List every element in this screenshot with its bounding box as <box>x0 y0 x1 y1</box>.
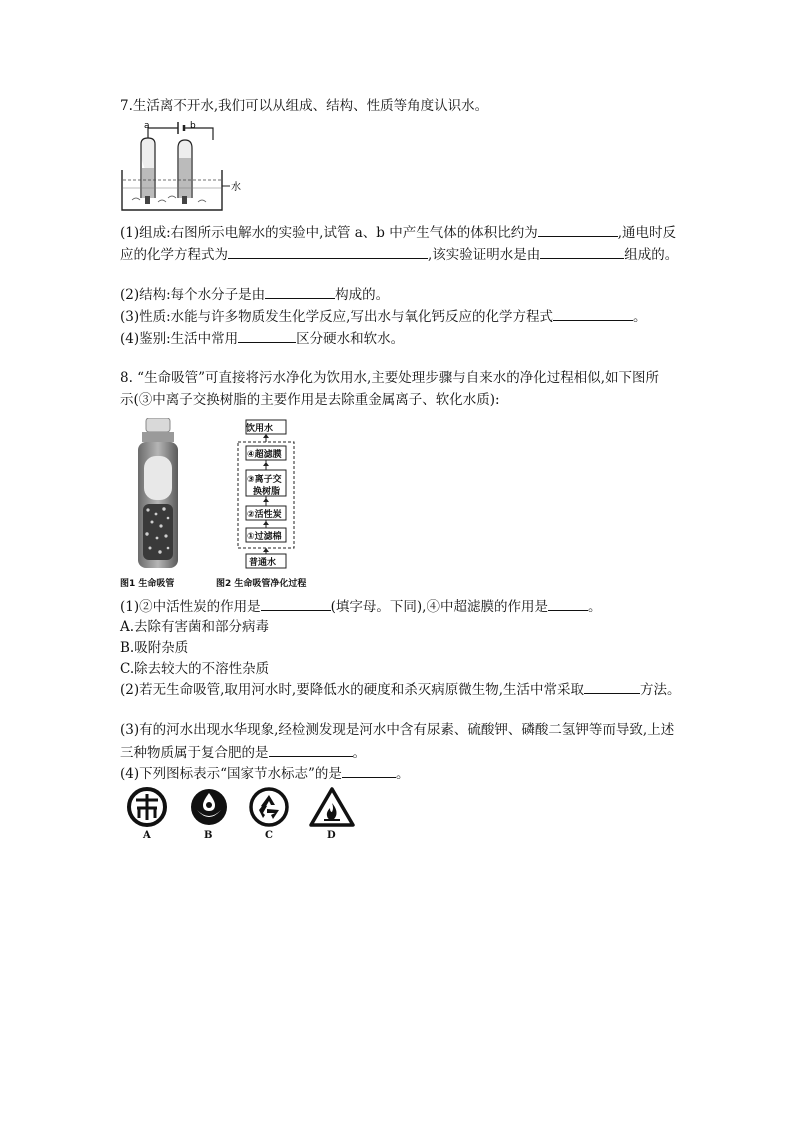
life-straw-photo <box>128 418 188 570</box>
flow-step3-line1: ③离子交 <box>247 475 282 485</box>
answer-blank[interactable] <box>265 284 335 299</box>
answer-blank[interactable] <box>553 306 633 321</box>
answer-blank[interactable] <box>238 328 296 343</box>
q7-p2-text-b: 构成的。 <box>335 287 390 303</box>
flow-ordinary-water: 普通水 <box>249 558 277 568</box>
icon-label-d: D <box>327 830 336 841</box>
q7-p4-text-b: 区分硬水和软水。 <box>296 331 405 347</box>
water-label: 水 <box>231 182 241 193</box>
icon-label-a: A <box>143 830 151 841</box>
icon-label-c: C <box>265 830 273 841</box>
q7-part1-line2 <box>120 244 678 265</box>
q8-part4 <box>120 763 409 784</box>
q8-option-b: B.吸附杂质 <box>120 640 189 656</box>
figure2-caption: 图2 生命吸管净化过程 <box>216 579 307 589</box>
q7-p3-text-a: (3)性质:水能与许多物质发生化学反应,写出水与氧化钙反应的化学方程式 <box>120 309 553 325</box>
answer-blank[interactable] <box>228 244 428 259</box>
flow-drinking-water: 饮用水 <box>246 424 274 434</box>
q7-part2 <box>120 284 389 305</box>
q7-p1-text-d: ,该实验证明水是由 <box>428 247 541 263</box>
icon-a-energy-saving-icon[interactable] <box>126 786 168 828</box>
q8-part2 <box>120 679 681 700</box>
q7-p1-text-e: 组成的。 <box>624 247 679 263</box>
electrolysis-apparatus-figure <box>118 118 248 216</box>
q8-p1-text-a: (1)②中活性炭的作用是 <box>120 599 261 615</box>
q7-p1-text-c: 应的化学方程式为 <box>120 247 228 263</box>
q7-p2-text-a: (2)结构:每个水分子是由 <box>120 287 266 303</box>
q8-stem-line1: 8. “生命吸管”可直接将污水净化为饮用水,主要处理步骤与自来水的净化过程相似,如下图所 <box>120 370 660 386</box>
q7-p1-text-b: ,通电时反 <box>617 225 677 241</box>
q8-p3-text-c: 。 <box>352 745 366 761</box>
answer-blank[interactable] <box>342 763 396 778</box>
q7-p4-text-a: (4)鉴别:生活中常用 <box>120 331 239 347</box>
q8-p1-text-c: 。 <box>587 599 602 615</box>
q8-p2-text-a: (2)若无生命吸管,取用河水时,要降低水的硬度和杀灭病原微生物,生活中常采取 <box>120 682 584 698</box>
answer-blank[interactable] <box>540 244 624 259</box>
answer-blank[interactable] <box>538 222 618 237</box>
q8-p2-text-b: 方法。 <box>640 682 681 698</box>
q8-p1-text-b: (填字母。下同),④中超滤膜的作用是 <box>330 599 548 615</box>
q8-p3-text-b: 三种物质属于复合肥的是 <box>120 745 269 761</box>
icon-c-recycling-icon[interactable] <box>248 786 290 828</box>
q8-part3-line2 <box>120 742 366 763</box>
q8-option-a: A.去除有害菌和部分病毒 <box>120 619 270 635</box>
q8-stem-line2: 示(③中离子交换树脂的主要作用是去除重金属离子、软化水质): <box>120 392 500 408</box>
q7-stem: 7.生活离不开水,我们可以从组成、结构、性质等角度认识水。 <box>120 98 489 114</box>
q8-part1 <box>120 596 601 617</box>
icon-label-b: B <box>204 830 213 841</box>
q7-p3-text-b: 。 <box>632 309 647 325</box>
tube-a-label: a <box>144 121 150 131</box>
q7-part1-line1 <box>120 222 676 243</box>
icon-b-water-saving-icon[interactable] <box>188 786 230 828</box>
q7-p1-text-a: (1)组成:右图所示电解水的实验中,试管 a、b 中产生气体的体积比约为 <box>120 225 538 241</box>
answer-blank[interactable] <box>261 596 331 611</box>
q7-part4 <box>120 328 404 349</box>
flow-step4-ultrafiltration: ④超滤膜 <box>247 450 282 460</box>
tube-b-label: b <box>190 121 196 131</box>
flow-step1-cotton: ①过滤棉 <box>247 532 282 542</box>
icon-d-flammable-warning-icon[interactable] <box>308 786 356 828</box>
q8-part3-line1: (3)有的河水出现水华现象,经检测发现是河水中含有尿素、硫酸钾、磷酸二氢钾等而导致,上述 <box>120 722 675 738</box>
answer-blank[interactable] <box>584 679 640 694</box>
answer-blank[interactable] <box>269 742 353 757</box>
figure1-caption: 图1 生命吸管 <box>120 579 175 589</box>
flow-step2-carbon: ②活性炭 <box>247 510 282 520</box>
q8-option-c: C.除去较大的不溶性杂质 <box>120 661 270 677</box>
q8-p4-text-a: (4)下列图标表示“国家节水标志”的是 <box>120 766 342 782</box>
q7-part3 <box>120 306 646 327</box>
q8-p4-text-b: 。 <box>395 766 410 782</box>
answer-blank[interactable] <box>548 596 588 611</box>
flow-step3-line2: 换树脂 <box>253 487 281 497</box>
